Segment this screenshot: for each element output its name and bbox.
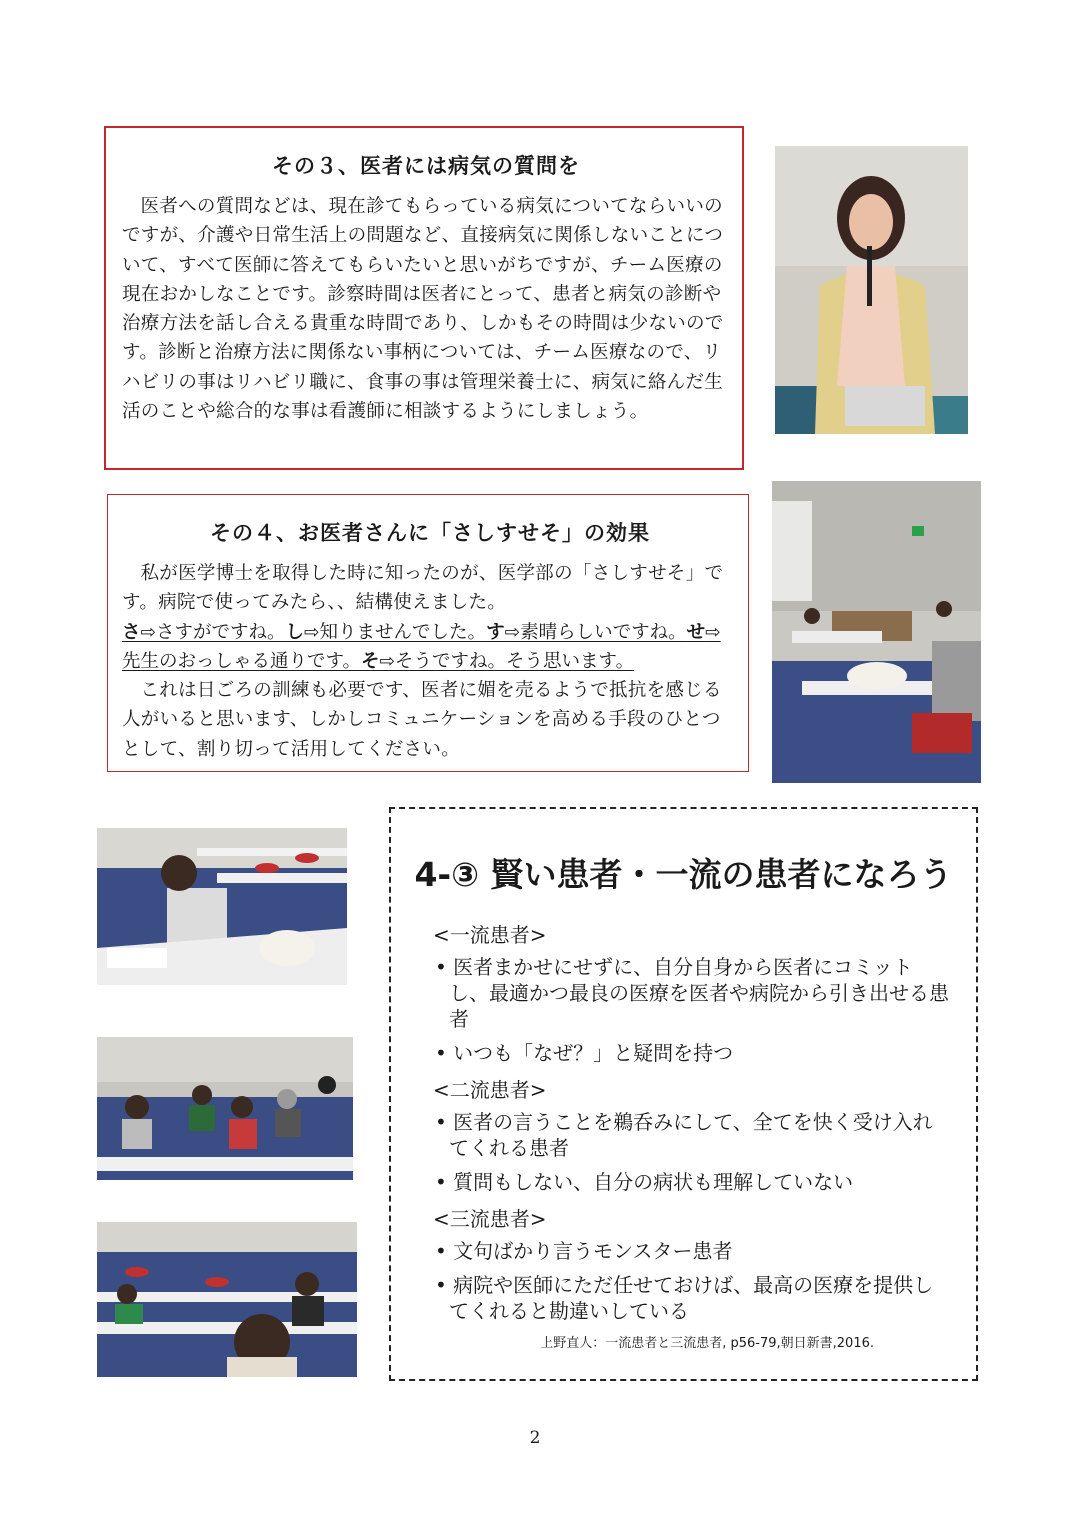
sashisuseso-list	[122, 618, 738, 677]
slide-title: 4-③ 賢い患者・一流の患者になろう	[414, 855, 953, 894]
shi-text: ⇨知りませんでした。	[304, 621, 487, 643]
bullet-text: 文句ばかり言うモンスター患者	[453, 1239, 733, 1263]
se-key: せ	[686, 621, 706, 643]
bullet-item: • 文句ばかり言うモンスター患者	[435, 1239, 733, 1263]
sa-text: ⇨さすがですね。	[140, 621, 286, 643]
citation: 上野直人：一流患者と三流患者, p56-79,朝日新書,2016.	[540, 1336, 874, 1351]
participants-photo-3	[97, 1222, 357, 1377]
page-number: 2	[529, 1428, 541, 1448]
section-4-box	[107, 494, 749, 772]
se-text: ⇨先生のおっしゃる通りです。	[122, 621, 721, 672]
so-key: そ	[361, 650, 380, 672]
su-text: ⇨素晴らしいですね。	[504, 621, 687, 643]
slide-box	[389, 807, 978, 1381]
participants-photo-2	[97, 1037, 353, 1180]
section-3-title: その３、医者には病気の質問を	[272, 154, 580, 178]
section-4-closing: これは日ごろの訓練も必要です、医者に媚を売るようで抵抗を感じる人がいると思います、しかしコミュニケーションを高める手段のひとつとして、割り切って活用してください。	[122, 680, 722, 760]
bullet-item: • 病院や医師にただ任せておけば、最高の医療を提供してくれると勘違いしている	[435, 1273, 934, 1323]
seminar-room-photo	[772, 481, 981, 783]
section-4-intro: 私が医学博士を取得した時に知ったのが、医学部の「さしすせそ」です。病院で使ってみたら、、結構使えました。	[122, 563, 724, 614]
slide-body	[431, 917, 952, 1332]
bullet-item: • 医者まかせにせずに、自分自身から医者にコミットし、最適かつ最良の医療を医者や病院から引き出せる患者	[435, 955, 949, 1031]
bullet-text: 質問もしない、自分の病状も理解していない	[453, 1170, 854, 1194]
participants-photo-1	[97, 828, 347, 985]
speaker-photo	[775, 146, 968, 434]
bullet-item: • 質問もしない、自分の病状も理解していない	[435, 1170, 854, 1194]
shi-key: し	[285, 621, 305, 643]
category-third-class: <三流患者>	[433, 1207, 547, 1231]
bullet-text: 医者の言うことを鵜呑みにして、全てを快く受け入れてくれる患者	[449, 1110, 933, 1160]
su-key: す	[486, 621, 505, 643]
section-3-box	[104, 126, 744, 470]
bullet-text: 病院や医師にただ任せておけば、最高の医療を提供してくれると勘違いしている	[449, 1273, 934, 1323]
section-4-title: その４、お医者さんに「さしすせそ」の効果	[210, 521, 650, 545]
bullet-text: 医者まかせにせずに、自分自身から医者にコミットし、最適かつ最良の医療を医者や病院から引き出せる患者	[449, 955, 949, 1031]
bullet-item: • 医者の言うことを鵜呑みにして、全てを快く受け入れてくれる患者	[435, 1110, 933, 1160]
sa-key: さ	[122, 621, 141, 643]
bullet-item: • いつも「なぜ？」と疑問を持つ	[435, 1041, 734, 1065]
category-first-class: <一流患者>	[433, 923, 547, 947]
category-second-class: <二流患者>	[433, 1078, 547, 1102]
so-text: ⇨そうですね。そう思います。	[379, 650, 635, 672]
section-3-body: 医者への質問などは、現在診てもらっている病気についてならいいのですが、介護や日常生活上の問題など、直接病気に関係しないことについて、すべて医師に答えてもらいたいと思いがちですが、チーム医療の現在おかしなことです。診察時間は医者にとって、患者と病気の診断や治療方法を話し合える貴重な時間であり、しかもその時間は少ないのです。診断と治療方法に関係ない事柄については、チーム医療なので、リハビリの事はリハビリ職に、食事の事は管理栄養士に、病気に絡んだ生活のことや総合的な事は看護師に相談するようにしましょう。	[122, 196, 724, 423]
bullet-text: いつも「なぜ？」と疑問を持つ	[453, 1041, 734, 1065]
